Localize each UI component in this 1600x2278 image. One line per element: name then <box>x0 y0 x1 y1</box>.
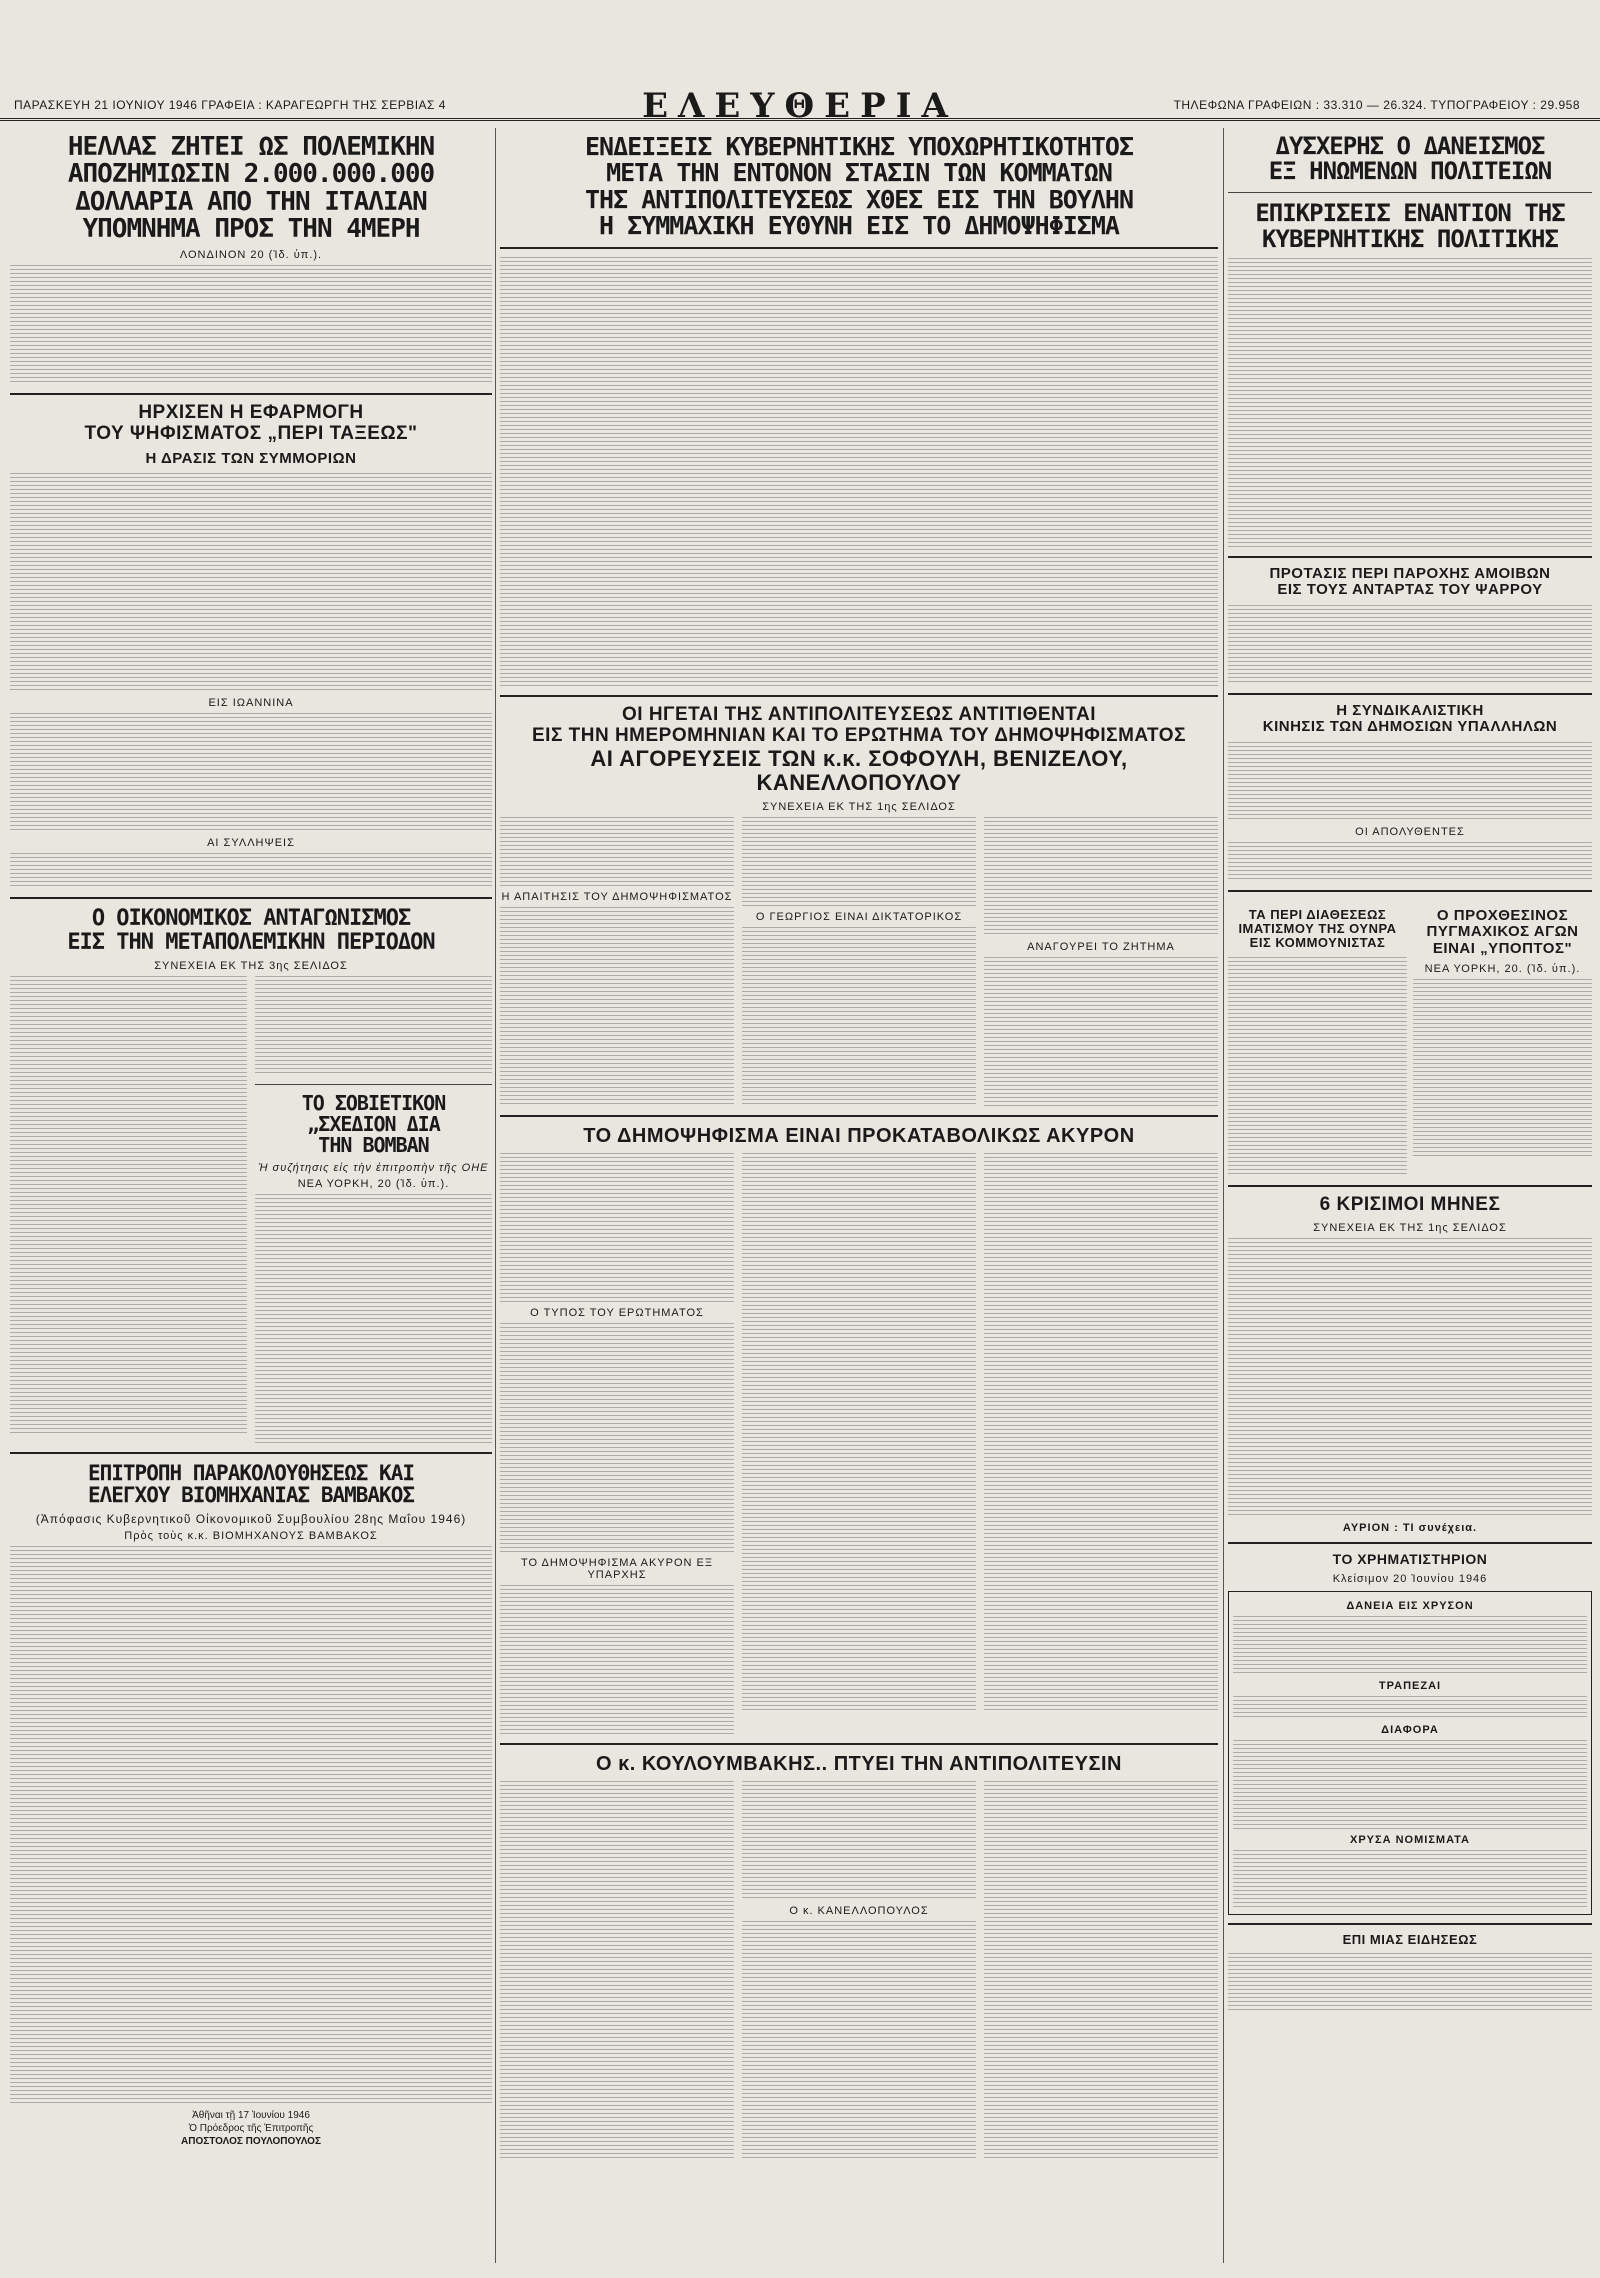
market-section: ΔΑΝΕΙΑ ΕΙΣ ΧΡΥΣΟΝ <box>1346 1599 1474 1612</box>
signoff-date: Ἀθῆναι τῇ 17 Ἰουνίου 1946 <box>192 2109 310 2121</box>
article-text <box>1228 258 1592 548</box>
headline-kouloumvakis: Ο κ. ΚΟΥΛΟΥΜΒΑΚΗΣ.. ΠΤΥΕΙ ΤΗΝ ΑΝΤΙΠΟΛΙΤΕΥΣΙΝ <box>596 1753 1122 1776</box>
subheadline: Ἡ συζήτησις εἰς τὴν ἐπιτροπὴν τῆς ΟΗΕ <box>258 1161 489 1174</box>
headline-one-news: ΕΠΙ ΜΙΑΣ ΕΙΔΗΣΕΩΣ <box>1342 1931 1478 1947</box>
market-section: ΧΡΥΣΑ ΝΟΜΙΣΜΑΤΑ <box>1350 1833 1470 1846</box>
market-table <box>1233 1616 1587 1676</box>
article-text <box>1228 1953 1592 2013</box>
headline-six-critical-months: 6 ΚΡΙΣΙΜΟΙ ΜΗΝΕΣ <box>1319 1193 1501 1215</box>
headline-economic-competition: Ο ΟΙΚΟΝΟΜΙΚΟΣ ΑΝΤΑΓΩΝΙΣΜΟΣ ΕΙΣ ΤΗΝ ΜΕΤΑΠΟΛΕΜΙΚΗΝ ΠΕΡΙΟΔΟΝ <box>67 906 435 955</box>
article-text <box>10 976 247 1436</box>
headline-us-loan: ΔΥΣΧΕΡΗΣ Ο ΔΑΝΕΙΣΜΟΣ ΕΞ ΗΝΩΜΕΝΩΝ ΠΟΛΙΤΕΙΩΝ <box>1268 132 1552 186</box>
article-text <box>984 1153 1218 1713</box>
article-text <box>742 1921 976 2161</box>
market-table <box>1233 1740 1587 1830</box>
column-rule <box>1223 128 1224 2263</box>
headline-italy-reparations: ΗΕΛΛΑΣ ΖΗΤΕΙ ΩΣ ΠΟΛΕΜΙΚΗΝ ΑΠΟΖΗΜΙΩΣΙΝ 2.000.000.000 ΔΟΛΛΑΡΙΑ ΑΠΟ ΤΗΝ ΙΤΑΛΙΑΝ ΥΠΟΜΝΗΜΑ ΠΡΟΣ ΤΗΝ 4ΜΕΡΗ <box>67 132 435 244</box>
article-text <box>742 1153 976 1713</box>
column-left <box>10 128 492 2263</box>
section-kicker: Η ΑΠΑΙΤΗΣΙΣ ΤΟΥ ΔΗΜΟΨΗΦΙΣΜΑΤΟΣ <box>501 891 733 904</box>
column-right <box>1228 128 1592 2263</box>
article-text <box>10 1546 492 2106</box>
article-text <box>742 817 976 907</box>
date-line: ΠΑΡΑΣΚΕΥΗ 21 ΙΟΥΝΙΟΥ 1946 ΓΡΑΦΕΙΑ : ΚΑΡΑΓΕΩΡΓΗ ΤΗΣ ΣΕΡΒΙΑΣ 4 <box>14 98 446 112</box>
article-text <box>742 1781 976 1901</box>
article-text <box>1228 742 1592 822</box>
section-kicker: ΟΙ ΑΠΟΛΥΘΕΝΤΕΣ <box>1355 825 1465 838</box>
dateline: ΝΕΑ ΥΟΡΚΗ, 20. (Ἰδ. ὑπ.). <box>1424 963 1581 976</box>
article-text <box>500 817 734 887</box>
dateline: ΝΕΑ ΥΟΡΚΗ, 20 (Ἰδ. ὑπ.). <box>297 1177 450 1190</box>
section-kicker: ΕΙΣ ΙΩΑΝΝΙΝΑ <box>208 697 294 710</box>
article-text <box>1413 979 1592 1159</box>
article-text <box>255 976 492 1076</box>
continued-note: ΣΥΝΕΧΕΙΑ ΕΚ ΤΗΣ 1ης ΣΕΛΙΔΟΣ <box>1313 1221 1507 1234</box>
article-text <box>500 1153 734 1303</box>
subheadline: (Ἀπόφασις Κυβερνητικοῦ Οἰκονομικοῦ Συμβουλίου 28ης Μαΐου 1946) <box>35 1511 467 1526</box>
section-kicker: ΤΟ ΔΗΜΟΨΗΦΙΣΜΑ ΑΚΥΡΟΝ ΕΞ ΥΠΑΡΧΗΣ <box>520 1557 714 1582</box>
market-section: ΔΙΑΦΟΡΑ <box>1381 1723 1439 1736</box>
article-text <box>500 257 1218 687</box>
signoff-name: ΑΠΟΣΤΟΛΟΣ ΠΟΥΛΟΠΟΥΛΟΣ <box>181 2135 321 2147</box>
article-text <box>1228 957 1407 1177</box>
article-text <box>984 957 1218 1107</box>
phones-line: ΤΗΛΕΦΩΝΑ ΓΡΑΦΕΙΩΝ : 33.310 — 26.324. ΤΥΠΟΓΡΑΦΕΙΟΥ : 29.958 <box>1173 98 1580 112</box>
headline-opposition-leaders: ΟΙ ΗΓΕΤΑΙ ΤΗΣ ΑΝΤΙΠΟΛΙΤΕΥΣΕΩΣ ΑΝΤΙΤΙΘΕΝΤΑΙ ΕΙΣ ΤΗΝ ΗΜΕΡΟΜΗΝΙΑΝ ΚΑΙ ΤΟ ΕΡΩΤΗΜΑ ΤΟΥ ΔΗΜΟΨΗΦΙΣΜΑΤΟΣ ΑΙ ΑΓΟΡΕΥΣΕΙΣ ΤΩΝ κ.κ. ΣΟΦΟΥΛΗ, ΒΕΝΙΖΕΛΟΥ, ΚΑΝΕΛΛΟΠΟΥΛΟΥ <box>532 704 1186 795</box>
headline-referendum-void: ΤΟ ΔΗΜΟΨΗΦΙΣΜΑ ΕΙΝΑΙ ΠΡΟΚΑΤΑΒΟΛΙΚΩΣ ΑΚΥΡΟΝ <box>583 1125 1135 1148</box>
dateline: ΛΟΝΔΙΝΟΝ 20 (Ἰδ. ὑπ.). <box>179 249 323 262</box>
article-text <box>984 1781 1218 2161</box>
headline-government-retreat: ΕΝΔΕΙΞΕΙΣ ΚΥΒΕΡΝΗΤΙΚΗΣ ΥΠΟΧΩΡΗΤΙΚΟΤΗΤΟΣ ΜΕΤΑ ΤΗΝ ΕΝΤΟΝΟΝ ΣΤΑΣΙΝ ΤΩΝ ΚΟΜΜΑΤΩΝ ΤΗΣ ΑΝΤΙΠΟΛΙΤΕΥΣΕΩΣ ΧΘΕΣ ΕΙΣ ΤΗΝ ΒΟΥΛΗΝ Η ΣΥΜΜΑΧΙΚΗ ΕΥΘΥΝΗ ΕΙΣ ΤΟ ΔΗΜΟΨΗΦΙΣΜΑ <box>585 132 1133 240</box>
article-text <box>500 907 734 1107</box>
headline-boxing-match: Ο ΠΡΟΧΘΕΣΙΝΟΣ ΠΥΓΜΑΧΙΚΟΣ ΑΓΩΝ ΕΙΝΑΙ „ΥΠΟΠΤΟΣ" <box>1426 906 1579 957</box>
article-text <box>742 927 976 1107</box>
headline-rebel-rewards: ΠΡΟΤΑΣΙΣ ΠΕΡΙ ΠΑΡΟΧΗΣ ΑΜΟΙΒΩΝ ΕΙΣ ΤΟΥΣ ΑΝΤΑΡΤΑΣ ΤΟΥ ΨΑΡΡΟΥ <box>1269 564 1551 599</box>
market-title: ΤΟ ΧΡΗΜΑΤΙΣΤΗΡΙΟΝ <box>1332 1550 1488 1567</box>
addressee: Πρὸς τοὺς κ.κ. ΒΙΟΜΗΧΑΝΟΥΣ ΒΑΜΒΑΚΟΣ <box>124 1529 378 1542</box>
market-table <box>1233 1850 1587 1910</box>
article-text <box>10 473 492 693</box>
market-section: ΤΡΑΠΕΖΑΙ <box>1378 1679 1442 1692</box>
continued-note: ΣΥΝΕΧΕΙΑ ΕΚ ΤΗΣ 1ης ΣΕΛΙΔΟΣ <box>762 801 956 814</box>
section-kicker: Ο ΤΥΠΟΣ ΤΟΥ ΕΡΩΤΗΜΑΤΟΣ <box>530 1307 704 1320</box>
headline-unrra-clothing: ΤΑ ΠΕΡΙ ΔΙΑΘΕΣΕΩΣ ΙΜΑΤΙΣΜΟΥ ΤΗΣ ΟΥΝΡΑ ΕΙΣ ΚΟΜΜΟΥΝΙΣΤΑΣ <box>1238 906 1397 951</box>
column-rule <box>495 128 496 2263</box>
headline-law-on-order: ΗΡΧΙΣΕΝ Η ΕΦΑΡΜΟΓΗ ΤΟΥ ΨΗΦΙΣΜΑΤΟΣ „ΠΕΡΙ ΤΑΞΕΩΣ" Η ΔΡΑΣΙΣ ΤΩΝ ΣΥΜΜΟΡΙΩΝ <box>84 402 418 467</box>
article-text <box>10 713 492 833</box>
section-kicker: Ο κ. ΚΑΝΕΛΛΟΠΟΥΛΟΣ <box>789 1905 929 1918</box>
headline-criticism-government: ΕΠΙΚΡΙΣΕΙΣ ΕΝΑΝΤΙΟΝ ΤΗΣ ΚΥΒΕΡΝΗΤΙΚΗΣ ΠΟΛΙΤΙΚΗΣ <box>1255 199 1565 253</box>
tomorrow-note: ΑΥΡΙΟΝ : ΤΙ συνέχεια. <box>1342 1521 1478 1534</box>
article-text <box>500 1585 734 1735</box>
section-kicker: Ο ΓΕΩΡΓΙΟΣ ΕΙΝΑΙ ΔΙΚΤΑΤΟΡΙΚΟΣ <box>755 911 963 924</box>
article-text <box>500 1323 734 1553</box>
article-text <box>984 817 1218 937</box>
signoff-role: Ὁ Πρόεδρος τῆς Ἐπιτροπῆς <box>188 2122 314 2134</box>
newspaper-title: ΕΛΕΥΘΕΡΙΑ <box>642 86 958 126</box>
continued-note: ΣΥΝΕΧΕΙΑ ΕΚ ΤΗΣ 3ης ΣΕΛΙΔΟΣ <box>154 959 348 972</box>
article-text <box>1228 605 1592 685</box>
article-text <box>500 1781 734 2161</box>
market-table <box>1233 1696 1587 1720</box>
article-text <box>1228 1238 1592 1518</box>
section-kicker: ΑΝΑΓΟΥΡΕΙ ΤΟ ΖΗΤΗΜΑ <box>1027 941 1175 954</box>
market-box <box>1228 1591 1592 1915</box>
section-kicker: ΑΙ ΣΥΛΛΗΨΕΙΣ <box>207 837 295 850</box>
headline-soviet-bomb-plan: ΤΟ ΣΟΒΙΕΤΙΚΟΝ „ΣΧΕΔΙΟΝ ΔΙΑ ΤΗΝ ΒΟΜΒΑΝ <box>301 1090 446 1157</box>
masthead <box>0 0 1600 126</box>
article-text <box>255 1194 492 1444</box>
article-text <box>10 853 492 889</box>
column-center <box>500 128 1218 2263</box>
headline-cotton-committee: ΕΠΙΤΡΟΠΗ ΠΑΡΑΚΟΛΟΥΘΗΣΕΩΣ ΚΑΙ ΕΛΕΓΧΟΥ ΒΙΟΜΗΧΑΝΙΑΣ ΒΑΜΒΑΚΟΣ <box>87 1460 414 1507</box>
market-date: Κλείσιμον 20 Ἰουνίου 1946 <box>1332 1572 1488 1585</box>
headline-civil-servants: Η ΣΥΝΔΙΚΑΛΙΣΤΙΚΗ ΚΙΝΗΣΙΣ ΤΩΝ ΔΗΜΟΣΙΩΝ ΥΠΑΛΛΗΛΩΝ <box>1262 701 1558 736</box>
article-text <box>1228 842 1592 882</box>
article-text <box>10 265 492 385</box>
